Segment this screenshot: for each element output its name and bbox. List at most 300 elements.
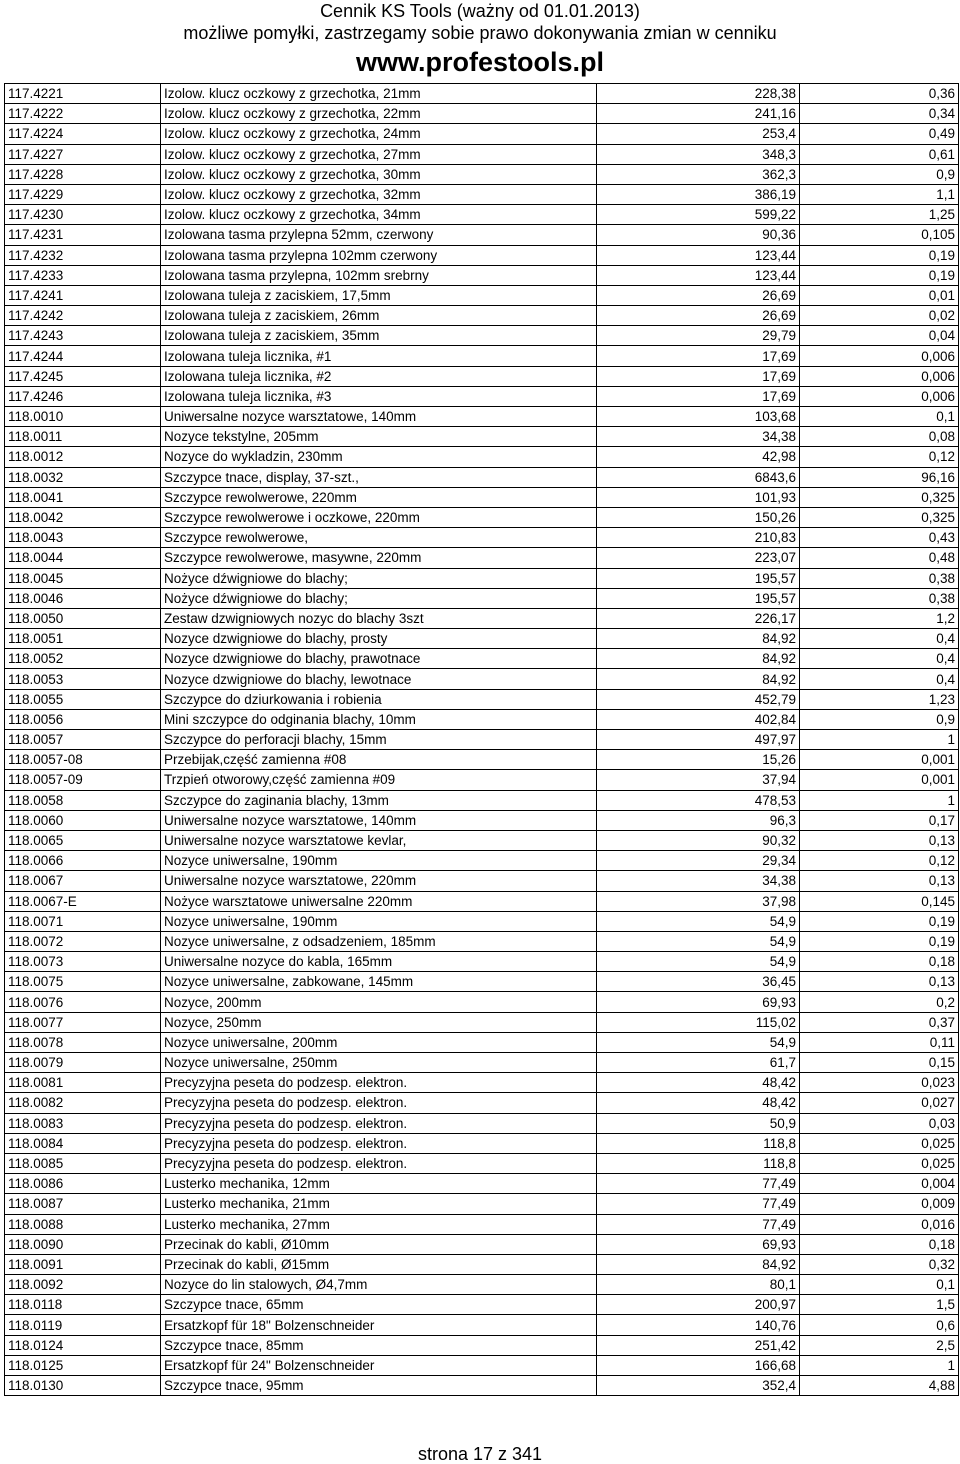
table-row [5, 709, 959, 729]
product-weight: 0,11 [800, 1032, 959, 1052]
product-price: 29,34 [597, 851, 800, 871]
product-price: 80,1 [597, 1275, 800, 1295]
product-weight: 0,12 [800, 447, 959, 467]
table-row [5, 507, 959, 527]
product-code: 118.0057-09 [5, 770, 161, 790]
product-price: 42,98 [597, 447, 800, 467]
product-code: 117.4246 [5, 386, 161, 406]
product-code: 117.4227 [5, 144, 161, 164]
product-name: Nozyce uniwersalne, zabkowane, 145mm [161, 972, 597, 992]
product-name: Izolowana tasma przylepna 102mm czerwony [161, 245, 597, 265]
product-weight: 0,19 [800, 265, 959, 285]
product-weight: 0,18 [800, 952, 959, 972]
table-row [5, 1073, 959, 1093]
product-weight: 96,16 [800, 467, 959, 487]
product-weight: 1,23 [800, 689, 959, 709]
product-weight: 0,48 [800, 548, 959, 568]
product-weight: 1 [800, 730, 959, 750]
table-row [5, 770, 959, 790]
product-code: 117.4222 [5, 104, 161, 124]
product-price: 115,02 [597, 1012, 800, 1032]
product-name: Szczypce tnace, 85mm [161, 1335, 597, 1355]
product-weight: 0,36 [800, 84, 959, 104]
product-weight: 0,13 [800, 871, 959, 891]
product-code: 117.4228 [5, 164, 161, 184]
product-weight: 0,1 [800, 1275, 959, 1295]
product-price: 103,68 [597, 407, 800, 427]
product-price: 77,49 [597, 1174, 800, 1194]
table-row [5, 487, 959, 507]
product-price: 123,44 [597, 245, 800, 265]
product-weight: 0,027 [800, 1093, 959, 1113]
table-row [5, 649, 959, 669]
product-weight: 0,4 [800, 629, 959, 649]
product-price: 362,3 [597, 164, 800, 184]
product-weight: 0,1 [800, 407, 959, 427]
product-weight: 0,2 [800, 992, 959, 1012]
product-code: 118.0090 [5, 1234, 161, 1254]
table-row [5, 386, 959, 406]
product-weight: 0,13 [800, 830, 959, 850]
product-weight: 0,32 [800, 1254, 959, 1274]
table-row [5, 1335, 959, 1355]
table-row [5, 629, 959, 649]
product-price: 54,9 [597, 931, 800, 951]
product-price: 50,9 [597, 1113, 800, 1133]
table-row [5, 871, 959, 891]
product-weight: 0,006 [800, 366, 959, 386]
product-code: 117.4231 [5, 225, 161, 245]
table-row [5, 184, 959, 204]
product-name: Nozyce uniwersalne, 190mm [161, 851, 597, 871]
product-code: 118.0012 [5, 447, 161, 467]
product-weight: 0,43 [800, 528, 959, 548]
product-weight: 0,02 [800, 306, 959, 326]
product-name: Szczypce tnace, 65mm [161, 1295, 597, 1315]
product-code: 118.0082 [5, 1093, 161, 1113]
product-code: 118.0067-E [5, 891, 161, 911]
product-code: 118.0073 [5, 952, 161, 972]
product-name: Izolow. klucz oczkowy z grzechotka, 21mm [161, 84, 597, 104]
table-row [5, 225, 959, 245]
product-weight: 0,4 [800, 649, 959, 669]
product-name: Izolow. klucz oczkowy z grzechotka, 30mm [161, 164, 597, 184]
table-row [5, 1214, 959, 1234]
product-weight: 0,13 [800, 972, 959, 992]
product-price: 101,93 [597, 487, 800, 507]
product-code: 117.4230 [5, 205, 161, 225]
product-code: 117.4229 [5, 184, 161, 204]
product-name: Izolowana tuleja z zaciskiem, 35mm [161, 326, 597, 346]
table-row [5, 669, 959, 689]
product-code: 117.4245 [5, 366, 161, 386]
product-name: Szczypce rewolwerowe, 220mm [161, 487, 597, 507]
product-weight: 0,37 [800, 1012, 959, 1032]
product-name: Nożyce dźwigniowe do blachy; [161, 568, 597, 588]
product-weight: 0,19 [800, 245, 959, 265]
product-name: Szczypce rewolwerowe i oczkowe, 220mm [161, 507, 597, 527]
product-price: 37,98 [597, 891, 800, 911]
table-row [5, 366, 959, 386]
product-price: 200,97 [597, 1295, 800, 1315]
table-row [5, 1355, 959, 1375]
product-price: 223,07 [597, 548, 800, 568]
product-weight: 0,9 [800, 164, 959, 184]
product-name: Lusterko mechanika, 21mm [161, 1194, 597, 1214]
product-name: Nozyce, 250mm [161, 1012, 597, 1032]
table-row [5, 568, 959, 588]
product-name: Precyzyjna peseta do podzesp. elektron. [161, 1093, 597, 1113]
product-weight: 0,12 [800, 851, 959, 871]
table-row [5, 144, 959, 164]
table-row [5, 911, 959, 931]
product-name: Zestaw dzwigniowych nozyc do blachy 3szt [161, 608, 597, 628]
product-name: Nozyce dzwigniowe do blachy, lewotnace [161, 669, 597, 689]
product-weight: 0,19 [800, 911, 959, 931]
product-code: 117.4232 [5, 245, 161, 265]
product-code: 118.0071 [5, 911, 161, 931]
product-price: 84,92 [597, 629, 800, 649]
product-weight: 0,105 [800, 225, 959, 245]
product-price: 226,17 [597, 608, 800, 628]
product-price: 84,92 [597, 669, 800, 689]
table-row [5, 427, 959, 447]
table-row [5, 608, 959, 628]
product-code: 118.0051 [5, 629, 161, 649]
product-weight: 0,4 [800, 669, 959, 689]
product-price: 37,94 [597, 770, 800, 790]
table-row [5, 306, 959, 326]
product-name: Nozyce tekstylne, 205mm [161, 427, 597, 447]
product-name: Przecinak do kabli, Ø15mm [161, 1254, 597, 1274]
product-weight: 0,325 [800, 487, 959, 507]
product-price: 195,57 [597, 568, 800, 588]
table-row [5, 1053, 959, 1073]
product-code: 117.4224 [5, 124, 161, 144]
product-code: 117.4243 [5, 326, 161, 346]
table-row [5, 1133, 959, 1153]
product-name: Precyzyjna peseta do podzesp. elektron. [161, 1133, 597, 1153]
product-weight: 0,001 [800, 770, 959, 790]
product-code: 118.0057-08 [5, 750, 161, 770]
product-name: Uniwersalne nozyce do kabla, 165mm [161, 952, 597, 972]
product-code: 118.0072 [5, 931, 161, 951]
product-price: 228,38 [597, 84, 800, 104]
product-price: 17,69 [597, 346, 800, 366]
table-row [5, 830, 959, 850]
product-name: Lusterko mechanika, 12mm [161, 1174, 597, 1194]
product-price: 17,69 [597, 366, 800, 386]
product-weight: 0,025 [800, 1133, 959, 1153]
product-name: Izolow. klucz oczkowy z grzechotka, 22mm [161, 104, 597, 124]
table-row [5, 285, 959, 305]
product-code: 117.4241 [5, 285, 161, 305]
product-weight: 0,9 [800, 709, 959, 729]
product-code: 118.0067 [5, 871, 161, 891]
product-price: 48,42 [597, 1093, 800, 1113]
product-code: 118.0119 [5, 1315, 161, 1335]
product-name: Nozyce dzwigniowe do blachy, prawotnace [161, 649, 597, 669]
product-code: 118.0041 [5, 487, 161, 507]
product-code: 118.0130 [5, 1376, 161, 1396]
product-name: Szczypce do dziurkowania i robienia [161, 689, 597, 709]
product-price: 6843,6 [597, 467, 800, 487]
table-row [5, 346, 959, 366]
product-name: Szczypce do zaginania blachy, 13mm [161, 790, 597, 810]
product-name: Przecinak do kabli, Ø10mm [161, 1234, 597, 1254]
product-code: 118.0077 [5, 1012, 161, 1032]
product-name: Izolowana tasma przylepna, 102mm srebrny [161, 265, 597, 285]
product-code: 118.0091 [5, 1254, 161, 1274]
product-name: Nozyce uniwersalne, 190mm [161, 911, 597, 931]
product-name: Precyzyjna peseta do podzesp. elektron. [161, 1073, 597, 1093]
product-weight: 0,009 [800, 1194, 959, 1214]
product-code: 118.0057 [5, 730, 161, 750]
product-name: Izolow. klucz oczkowy z grzechotka, 32mm [161, 184, 597, 204]
table-row [5, 730, 959, 750]
product-name: Szczypce do perforacji blachy, 15mm [161, 730, 597, 750]
product-name: Uniwersalne nozyce warsztatowe, 220mm [161, 871, 597, 891]
table-row [5, 1153, 959, 1173]
table-row [5, 84, 959, 104]
product-name: Ersatzkopf für 18" Bolzenschneider [161, 1315, 597, 1335]
product-name: Szczypce rewolwerowe, [161, 528, 597, 548]
price-table-body [5, 84, 959, 1396]
table-row [5, 1012, 959, 1032]
product-name: Ersatzkopf für 24" Bolzenschneider [161, 1355, 597, 1375]
product-code: 118.0042 [5, 507, 161, 527]
table-row [5, 1234, 959, 1254]
product-weight: 0,17 [800, 810, 959, 830]
product-price: 15,26 [597, 750, 800, 770]
table-row [5, 1315, 959, 1335]
catalog-title: Cennik KS Tools (ważny od 01.01.2013) [320, 1, 640, 21]
product-price: 195,57 [597, 588, 800, 608]
product-name: Nozyce, 200mm [161, 992, 597, 1012]
table-row [5, 931, 959, 951]
product-price: 210,83 [597, 528, 800, 548]
product-code: 118.0010 [5, 407, 161, 427]
product-name: Szczypce tnace, display, 37-szt., [161, 467, 597, 487]
product-price: 118,8 [597, 1133, 800, 1153]
table-row [5, 891, 959, 911]
product-name: Uniwersalne nozyce warsztatowe, 140mm [161, 810, 597, 830]
product-price: 452,79 [597, 689, 800, 709]
product-price: 77,49 [597, 1214, 800, 1234]
table-row [5, 124, 959, 144]
product-code: 118.0084 [5, 1133, 161, 1153]
product-code: 118.0081 [5, 1073, 161, 1093]
product-name: Przebijak,część zamienna #08 [161, 750, 597, 770]
product-weight: 0,006 [800, 346, 959, 366]
product-name: Precyzyjna peseta do podzesp. elektron. [161, 1153, 597, 1173]
product-weight: 0,15 [800, 1053, 959, 1073]
product-name: Izolow. klucz oczkowy z grzechotka, 24mm [161, 124, 597, 144]
product-code: 118.0075 [5, 972, 161, 992]
product-price: 26,69 [597, 306, 800, 326]
product-weight: 0,34 [800, 104, 959, 124]
product-price: 241,16 [597, 104, 800, 124]
product-weight: 4,88 [800, 1376, 959, 1396]
product-name: Izolowana tuleja licznika, #2 [161, 366, 597, 386]
product-name: Trzpień otworowy,część zamienna #09 [161, 770, 597, 790]
product-price: 48,42 [597, 1073, 800, 1093]
table-row [5, 164, 959, 184]
table-row [5, 447, 959, 467]
product-price: 166,68 [597, 1355, 800, 1375]
product-price: 140,76 [597, 1315, 800, 1335]
table-row [5, 265, 959, 285]
product-name: Lusterko mechanika, 27mm [161, 1214, 597, 1234]
table-row [5, 1093, 959, 1113]
product-weight: 0,01 [800, 285, 959, 305]
product-name: Izolowana tuleja z zaciskiem, 17,5mm [161, 285, 597, 305]
product-name: Nozyce do wykladzin, 230mm [161, 447, 597, 467]
product-code: 118.0085 [5, 1153, 161, 1173]
product-price: 54,9 [597, 952, 800, 972]
table-row [5, 1032, 959, 1052]
product-price: 84,92 [597, 649, 800, 669]
product-price: 402,84 [597, 709, 800, 729]
product-code: 117.4233 [5, 265, 161, 285]
product-name: Izolowana tuleja z zaciskiem, 26mm [161, 306, 597, 326]
product-weight: 0,145 [800, 891, 959, 911]
product-price: 61,7 [597, 1053, 800, 1073]
product-price: 69,93 [597, 1234, 800, 1254]
table-row [5, 528, 959, 548]
product-code: 118.0118 [5, 1295, 161, 1315]
product-code: 118.0055 [5, 689, 161, 709]
product-price: 118,8 [597, 1153, 800, 1173]
table-row [5, 1113, 959, 1133]
product-weight: 0,61 [800, 144, 959, 164]
product-weight: 1,2 [800, 608, 959, 628]
product-code: 117.4221 [5, 84, 161, 104]
product-weight: 1 [800, 790, 959, 810]
table-row [5, 952, 959, 972]
product-price: 17,69 [597, 386, 800, 406]
product-weight: 0,001 [800, 750, 959, 770]
table-row [5, 1275, 959, 1295]
price-table [4, 83, 959, 1396]
product-code: 118.0076 [5, 992, 161, 1012]
product-name: Izolowana tuleja licznika, #3 [161, 386, 597, 406]
product-code: 118.0088 [5, 1214, 161, 1234]
product-code: 118.0078 [5, 1032, 161, 1052]
product-code: 118.0087 [5, 1194, 161, 1214]
product-weight: 0,38 [800, 568, 959, 588]
product-name: Uniwersalne nozyce warsztatowe kevlar, [161, 830, 597, 850]
product-code: 117.4242 [5, 306, 161, 326]
product-price: 77,49 [597, 1194, 800, 1214]
product-code: 118.0044 [5, 548, 161, 568]
product-price: 54,9 [597, 1032, 800, 1052]
product-price: 96,3 [597, 810, 800, 830]
product-price: 150,26 [597, 507, 800, 527]
product-price: 599,22 [597, 205, 800, 225]
product-price: 478,53 [597, 790, 800, 810]
product-code: 118.0083 [5, 1113, 161, 1133]
product-code: 118.0050 [5, 608, 161, 628]
table-row [5, 1174, 959, 1194]
product-weight: 0,18 [800, 1234, 959, 1254]
table-row [5, 326, 959, 346]
product-price: 54,9 [597, 911, 800, 931]
product-weight: 0,19 [800, 931, 959, 951]
table-row [5, 1194, 959, 1214]
table-row [5, 790, 959, 810]
table-row [5, 205, 959, 225]
product-weight: 0,004 [800, 1174, 959, 1194]
product-code: 118.0058 [5, 790, 161, 810]
product-price: 26,69 [597, 285, 800, 305]
product-weight: 0,016 [800, 1214, 959, 1234]
product-code: 118.0046 [5, 588, 161, 608]
product-name: Mini szczypce do odginania blachy, 10mm [161, 709, 597, 729]
product-name: Uniwersalne nozyce warsztatowe, 140mm [161, 407, 597, 427]
product-price: 84,92 [597, 1254, 800, 1274]
product-weight: 0,006 [800, 386, 959, 406]
product-code: 118.0032 [5, 467, 161, 487]
table-row [5, 407, 959, 427]
table-row [5, 104, 959, 124]
product-code: 118.0053 [5, 669, 161, 689]
product-code: 118.0011 [5, 427, 161, 447]
product-price: 36,45 [597, 972, 800, 992]
product-weight: 0,03 [800, 1113, 959, 1133]
product-code: 118.0066 [5, 851, 161, 871]
product-name: Szczypce tnace, 95mm [161, 1376, 597, 1396]
product-code: 117.4244 [5, 346, 161, 366]
product-code: 118.0125 [5, 1355, 161, 1375]
table-row [5, 992, 959, 1012]
product-weight: 0,6 [800, 1315, 959, 1335]
disclaimer: możliwe pomyłki, zastrzegamy sobie prawo dokonywania zmian w cenniku [183, 23, 777, 43]
product-weight: 1,5 [800, 1295, 959, 1315]
product-price: 386,19 [597, 184, 800, 204]
product-weight: 0,325 [800, 507, 959, 527]
product-name: Nozyce dzwigniowe do blachy, prosty [161, 629, 597, 649]
table-row [5, 245, 959, 265]
table-row [5, 851, 959, 871]
product-code: 118.0045 [5, 568, 161, 588]
product-price: 497,97 [597, 730, 800, 750]
product-name: Izolow. klucz oczkowy z grzechotka, 27mm [161, 144, 597, 164]
product-name: Izolowana tuleja licznika, #1 [161, 346, 597, 366]
product-code: 118.0086 [5, 1174, 161, 1194]
product-price: 34,38 [597, 427, 800, 447]
product-code: 118.0043 [5, 528, 161, 548]
table-row [5, 1254, 959, 1274]
product-code: 118.0060 [5, 810, 161, 830]
product-name: Nożyce dźwigniowe do blachy; [161, 588, 597, 608]
product-price: 352,4 [597, 1376, 800, 1396]
product-name: Izolow. klucz oczkowy z grzechotka, 34mm [161, 205, 597, 225]
website-url: www.profestools.pl [355, 47, 604, 77]
product-weight: 1,25 [800, 205, 959, 225]
table-row [5, 467, 959, 487]
product-name: Nozyce uniwersalne, z odsadzeniem, 185mm [161, 931, 597, 951]
product-price: 348,3 [597, 144, 800, 164]
product-code: 118.0056 [5, 709, 161, 729]
product-price: 69,93 [597, 992, 800, 1012]
product-price: 123,44 [597, 265, 800, 285]
product-weight: 0,04 [800, 326, 959, 346]
product-weight: 1 [800, 1355, 959, 1375]
product-weight: 0,38 [800, 588, 959, 608]
product-code: 118.0052 [5, 649, 161, 669]
product-name: Nozyce do lin stalowych, Ø4,7mm [161, 1275, 597, 1295]
